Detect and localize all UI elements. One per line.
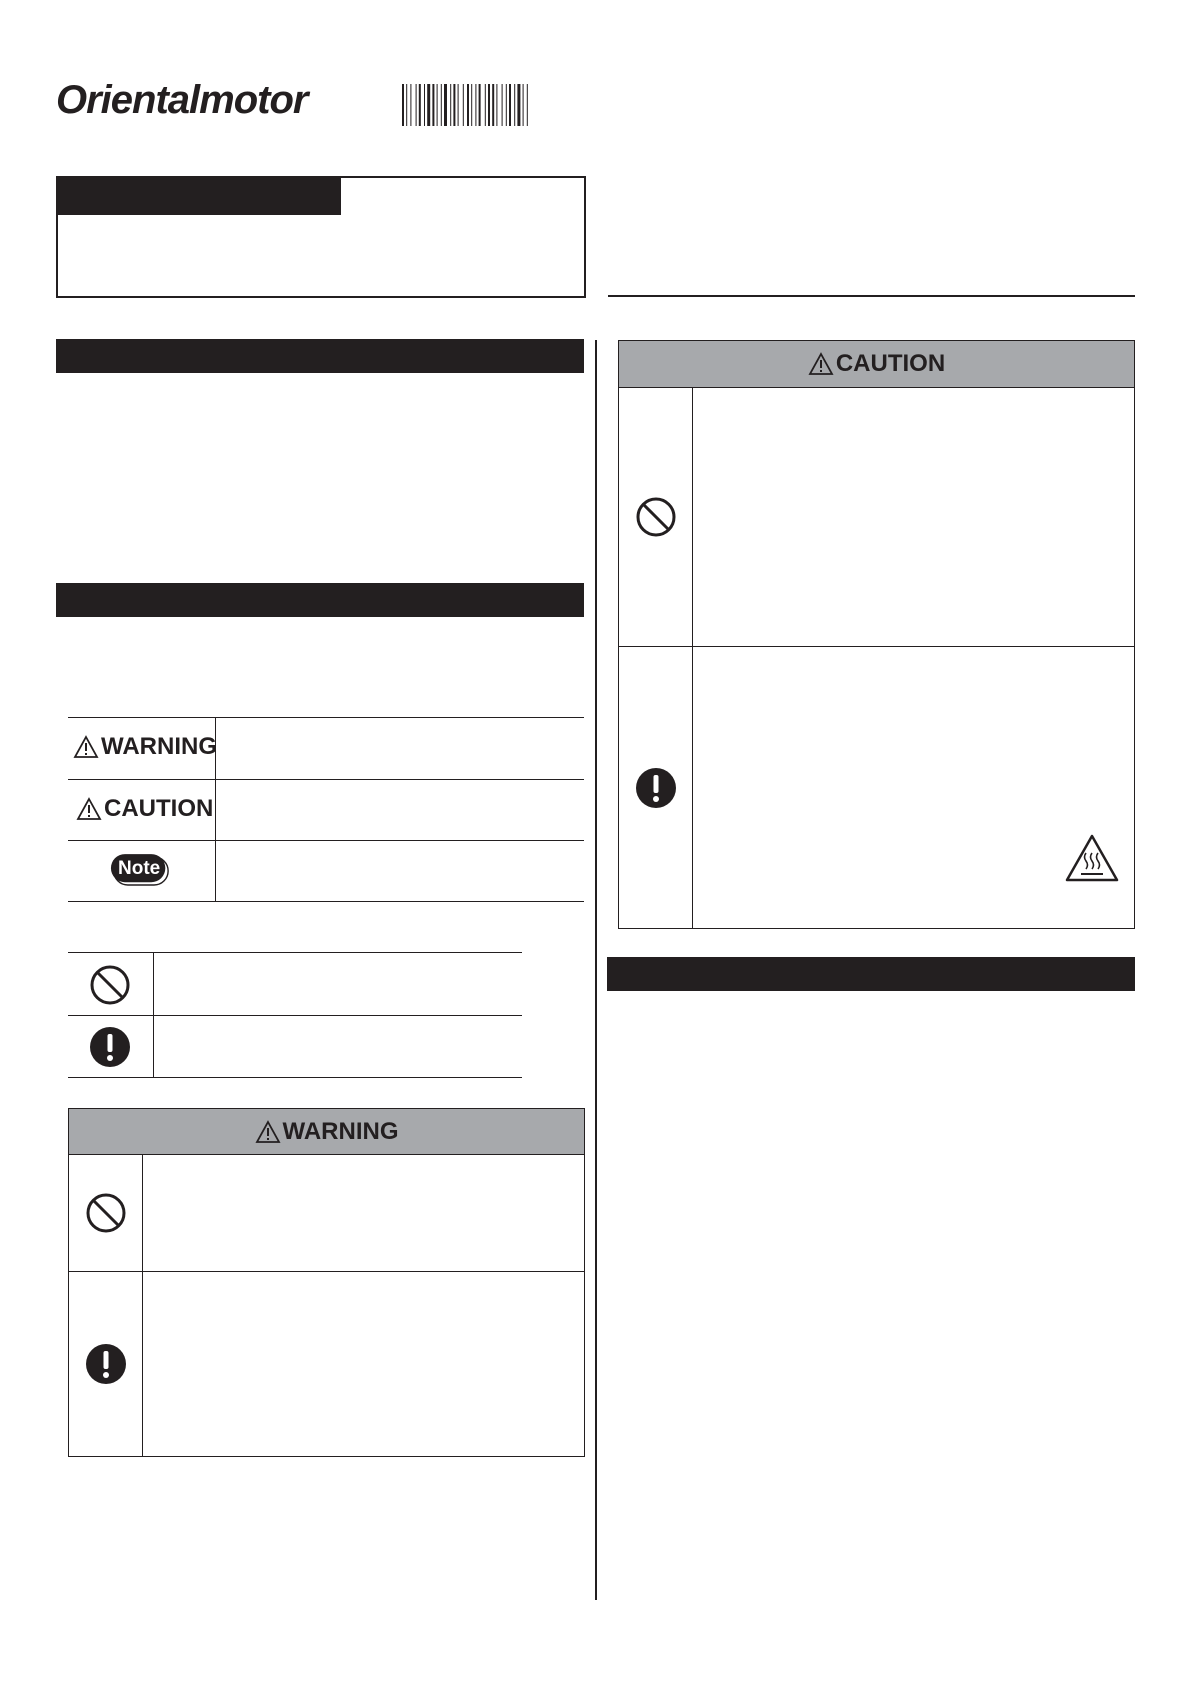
warning-label: WARNING [101,733,217,760]
warning-panel [68,1108,585,1457]
note-label: Note [118,858,161,879]
prohibited-icon [89,964,131,1006]
prohibited-icon [85,1192,127,1234]
caution-panel-title: CAUTION [835,350,946,377]
signal-row-warning [73,733,217,761]
section-bar-1 [56,339,584,373]
signal-row-note [110,853,174,889]
section-bar-3 [607,957,1135,991]
caution-panel-header [619,341,1134,388]
document-title-tab [58,178,341,215]
warning-triangle-icon [73,735,99,759]
section-bar-2 [56,583,584,617]
warning-row-prohibited [69,1154,584,1271]
mandatory-icon [85,1343,127,1385]
warning-panel-title: WARNING [282,1117,399,1145]
caution-row-mandatory [619,646,1134,928]
warning-triangle-icon [76,797,102,821]
warning-triangle-icon [808,352,834,376]
warning-panel-header [69,1109,584,1155]
prohibited-icon [635,496,677,538]
warning-triangle-icon [255,1120,281,1144]
header-right-rule [608,295,1135,297]
mandatory-icon [635,767,677,809]
brand-logo: Orientalmotor [56,78,308,122]
barcode-image [402,84,584,126]
signal-row-caution [76,795,213,823]
column-divider [595,340,597,1600]
warning-row-mandatory [69,1271,584,1456]
caution-row-prohibited [619,387,1134,646]
caution-panel [618,340,1135,929]
caution-label: CAUTION [104,795,214,822]
hot-surface-icon [1064,833,1120,883]
mandatory-icon [89,1026,131,1068]
